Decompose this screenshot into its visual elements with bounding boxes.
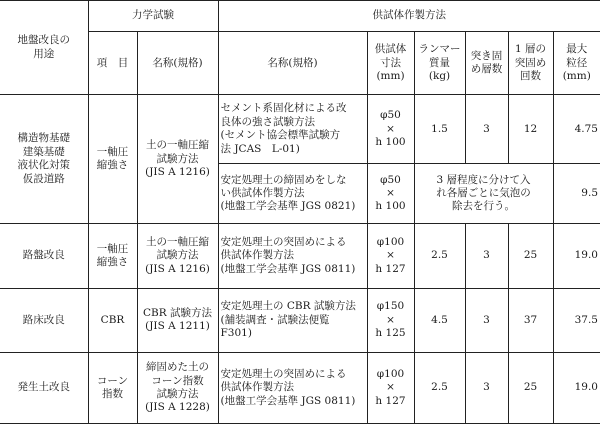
header-prep-name: 名称(規格)	[218, 32, 367, 95]
header-blows-per-layer: 1 層の 突固め 回数	[508, 32, 553, 95]
specimen-size-cell: φ50 × h 100	[367, 95, 414, 164]
specimen-size-cell: φ50 × h 100	[367, 164, 414, 224]
test-name-cell: CBR 試験方法 (JIS A 1211)	[137, 288, 218, 352]
header-usage: 地盤改良の 用途	[0, 1, 88, 95]
compaction-layers-cell: 3	[465, 224, 508, 288]
header-row-group	[0, 1, 600, 32]
header-specimen-size: 供試体 寸法 (mm)	[367, 32, 414, 95]
test-name-cell: 締固めた土の コーン指数 試験方法 (JIS A 1228)	[137, 353, 218, 424]
max-grain-size-cell: 19.0	[553, 353, 600, 424]
rammer-mass-cell: 2.5	[414, 224, 465, 288]
test-name-cell: 土の一軸圧縮 試験方法 (JIS A 1216)	[137, 95, 218, 224]
max-grain-size-cell: 4.75	[553, 95, 600, 164]
preparation-note-cell: 3 層程度に分けて入 れ各層ごとに気泡の 除去を行う。	[414, 164, 553, 224]
header-test-name: 名称(規格)	[137, 32, 218, 95]
test-item-cell: 一軸圧 縮強さ	[88, 224, 137, 288]
prep-name-cell: 安定処理土の締固めをしな い供試体作製方法 (地盤工学会基準 JGS 0821)	[218, 164, 367, 224]
rammer-mass-cell: 4.5	[414, 288, 465, 352]
header-rammer-mass: ランマー 質量 (kg)	[414, 32, 465, 95]
prep-name-cell: 安定処理土の CBR 試験方法 (舗装調査・試験法便覧 F301)	[218, 288, 367, 352]
usage-cell: 発生土改良	[0, 353, 88, 424]
table-row	[0, 288, 600, 352]
max-grain-size-cell: 37.5	[553, 288, 600, 352]
compaction-layers-cell: 3	[465, 353, 508, 424]
table-row	[0, 224, 600, 288]
usage-cell: 路盤改良	[0, 224, 88, 288]
specimen-size-cell: φ100 × h 127	[367, 353, 414, 424]
blows-per-layer-cell: 25	[508, 224, 553, 288]
specimen-size-cell: φ150 × h 125	[367, 288, 414, 352]
header-specimen-preparation: 供試体作製方法	[218, 1, 600, 32]
blows-per-layer-cell: 37	[508, 288, 553, 352]
blows-per-layer-cell: 25	[508, 353, 553, 424]
table-row	[0, 95, 600, 164]
rammer-mass-cell: 1.5	[414, 95, 465, 164]
usage-cell: 構造物基礎 建築基礎 液状化対策 仮設道路	[0, 95, 88, 224]
test-item-cell: 一軸圧 縮強さ	[88, 95, 137, 224]
specimen-size-cell: φ100 × h 127	[367, 224, 414, 288]
compaction-layers-cell: 3	[465, 288, 508, 352]
blows-per-layer-cell: 12	[508, 95, 553, 164]
header-mechanical-test: 力学試験	[88, 1, 218, 32]
prep-name-cell: 安定処理土の突固めによる 供試体作製方法 (地盤工学会基準 JGS 0811)	[218, 353, 367, 424]
table-row	[0, 353, 600, 424]
rammer-mass-cell: 2.5	[414, 353, 465, 424]
header-compaction-layers: 突き固 め層数	[465, 32, 508, 95]
test-name-cell: 土の一軸圧縮 試験方法 (JIS A 1216)	[137, 224, 218, 288]
prep-name-cell: セメント系固化材による改 良体の強さ試験方法 (セメント協会標準試験方 法 JCAS L-01)	[218, 95, 367, 164]
compaction-layers-cell: 3	[465, 95, 508, 164]
max-grain-size-cell: 19.0	[553, 224, 600, 288]
header-row-columns	[0, 32, 600, 95]
test-item-cell: CBR	[88, 288, 137, 352]
header-max-grain-size: 最大 粒径 (mm)	[553, 32, 600, 95]
prep-name-cell: 安定処理土の突固めによる 供試体作製方法 (地盤工学会基準 JGS 0811)	[218, 224, 367, 288]
max-grain-size-cell: 9.5	[553, 164, 600, 224]
test-item-cell: コーン 指数	[88, 353, 137, 424]
usage-cell: 路床改良	[0, 288, 88, 352]
header-item: 項 目	[88, 32, 137, 95]
